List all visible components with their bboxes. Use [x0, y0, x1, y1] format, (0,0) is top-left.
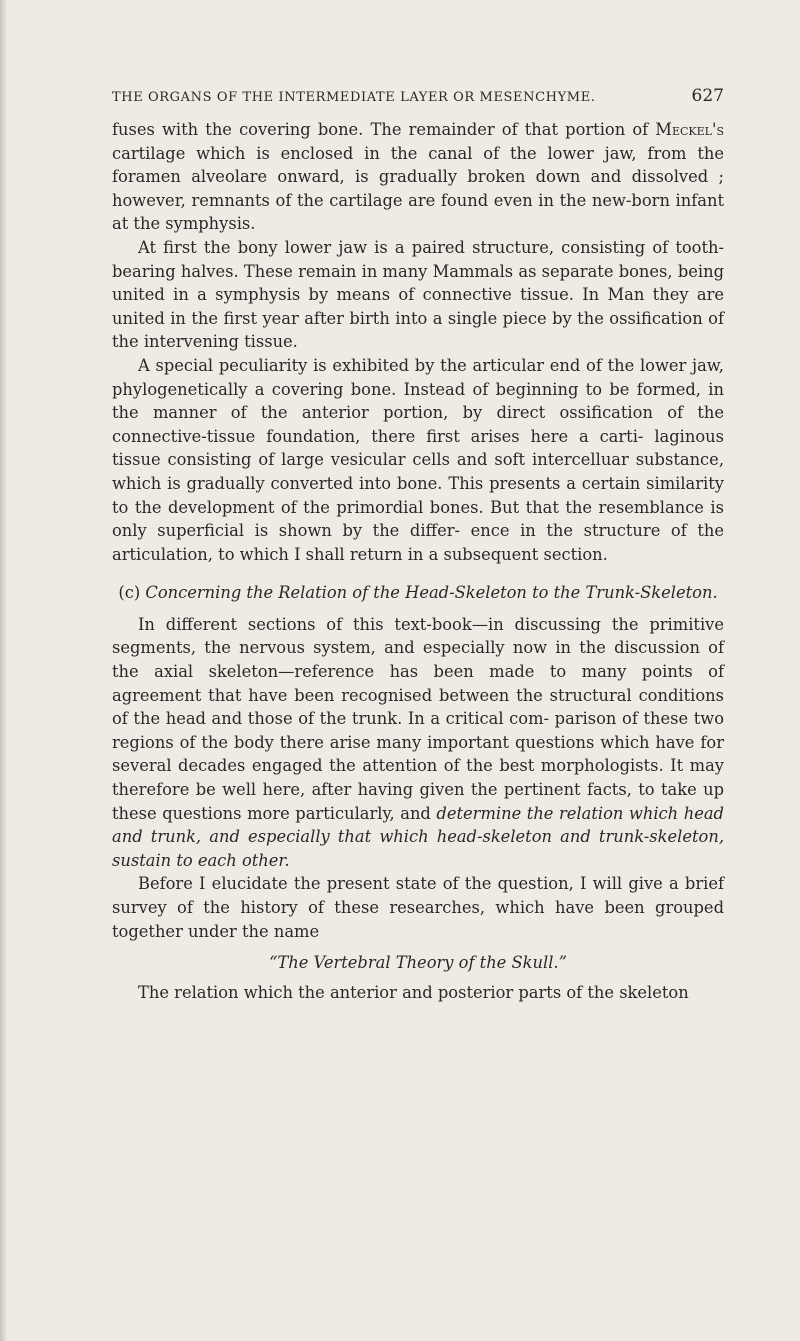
paragraph-5: Before I elucidate the present state of the question, I will give a brief survey of the history of these researches, which have been grouped together under the name: [112, 874, 724, 941]
running-head: [112, 86, 724, 106]
paragraph-3: A special peculiarity is exhibited by the articular end of the lower jaw, phylogenetically a covering bone. Instead of beginning to be formed, in the manner of the anterior portion, by direct ossification of the connective-tissue foundation, there first arises here a carti- laginous tissue consisting of large vesicular cells and soft intercelluar substance, which is gradually converted into bone. This presents a certain similarity to the development of the primordial bones. But that the resemblance is only superficial is shown by the differ- ence in the structure of the articulation, to which I shall return in a subsequent section.: [112, 355, 724, 564]
paragraph-2: At first the bony lower jaw is a paired structure, consisting of tooth-bearing halves. These remain in many Mammals as separate bones, being united in a symphysis by means of connective tissue. In Man they are united in the first year after birth into a single piece by the ossification of the intervening tissue.: [112, 237, 724, 352]
section-heading: [112, 581, 724, 605]
paragraph-1: [112, 118, 724, 236]
paragraph-4-start: In different sections of this text-book—in discussing the primitive segments, the nervous system, and especially now in the discussion of the axial skeleton—reference has been made to many points of agreement that have been recognised between the structural conditions of the head and those of the trunk. In a critical com- parison of these two regions of the body there arise many important questions which have for several decades engaged the attention of the best morphologists. It may therefore be well here, after having given the pertinent facts, to take up these questions more particularly, and: [112, 614, 724, 823]
section-title: Concerning the Relation of the Head-Skeleton to the Trunk-Skeleton.: [145, 583, 718, 603]
paragraph-6: The relation which the anterior and posterior parts of the skeleton: [138, 982, 689, 1002]
running-head-title: THE ORGANS OF THE INTERMEDIATE LAYER OR MESENCHYME.: [112, 90, 596, 105]
page-number: 627: [691, 86, 724, 106]
meckel-name: Meckel's: [655, 120, 724, 139]
paragraph-1-start: fuses with the covering bone. The remainder of that portion of: [112, 120, 649, 139]
section-label: (c): [118, 583, 141, 603]
page-content: [112, 86, 724, 1004]
paragraph-4: [112, 613, 724, 873]
body-text: [112, 118, 724, 1004]
paragraph-1-rest: cartilage which is enclosed in the canal of the lower jaw, from the foramen alveolare onward, is gradually broken down and dissolved ; however, remnants of the cartilage are found even in the new-born infant at the symphysis.: [112, 143, 724, 234]
quoted-title-text: “The Vertebral Theory of the Skull.”: [269, 953, 567, 973]
quoted-title: [112, 951, 724, 975]
page-edge: [0, 0, 6, 1341]
paragraph-4-italic: determine the relation which head and trunk, and especially that which head-skeleton and trunk-skeleton, sustain to each other.: [112, 803, 724, 870]
